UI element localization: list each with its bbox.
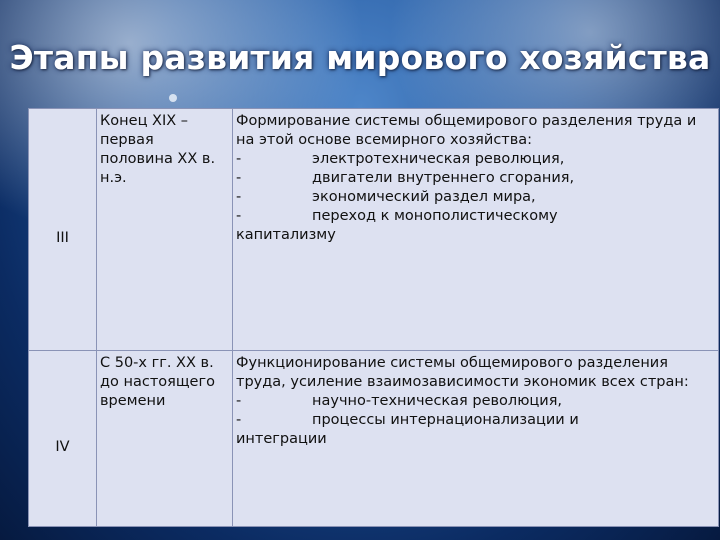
stages-table [28, 108, 719, 527]
period-text: С 50-х гг. XX в. до настоящего времени [100, 355, 215, 409]
description-tail: интеграции [236, 431, 327, 447]
bullet-text: двигатели внутреннего сгорания, [312, 170, 575, 186]
description-cell [233, 351, 719, 527]
stage-number-cell [29, 109, 97, 351]
bullet-dash: - [236, 412, 242, 428]
bullet-item [236, 150, 715, 169]
bullet-item [236, 207, 715, 226]
stage-number: IV [55, 438, 70, 455]
bullet-text: экономический раздел мира, [312, 189, 536, 205]
table-row [29, 109, 719, 351]
description-intro: Формирование системы общемирового разделения труда и на этой основе всемирного хозяйства: [236, 113, 697, 148]
bullet-dash: - [236, 151, 242, 167]
bullet-text: электротехническая революция, [312, 151, 565, 167]
stage-number: III [56, 229, 69, 246]
description-cell [233, 109, 719, 351]
slide-title: Этапы развития мирового хозяйства [9, 38, 711, 77]
bullet-item [236, 169, 715, 188]
period-text: Конец XIX – первая половина XX в. н.э. [100, 113, 216, 186]
description-intro: Функционирование системы общемирового разделения труда, усиление взаимозависимости экономик всех стран: [236, 355, 689, 390]
bullet-dash: - [236, 170, 242, 186]
period-cell [97, 109, 233, 351]
stage-number-cell [29, 351, 97, 527]
bullet-item [236, 411, 715, 430]
period-cell [97, 351, 233, 527]
bullet-text: процессы интернационализации и [312, 412, 579, 428]
bullet-dash: - [236, 208, 242, 224]
decorative-dot [169, 94, 177, 102]
bullet-dash: - [236, 393, 242, 409]
bullet-dash: - [236, 189, 242, 205]
bullet-item [236, 392, 715, 411]
bullet-text: научно-техническая революция, [312, 393, 563, 409]
table-row [29, 351, 719, 527]
description-tail: капитализму [236, 227, 336, 243]
bullet-item [236, 188, 715, 207]
bullet-text: переход к монополистическому [312, 208, 558, 224]
